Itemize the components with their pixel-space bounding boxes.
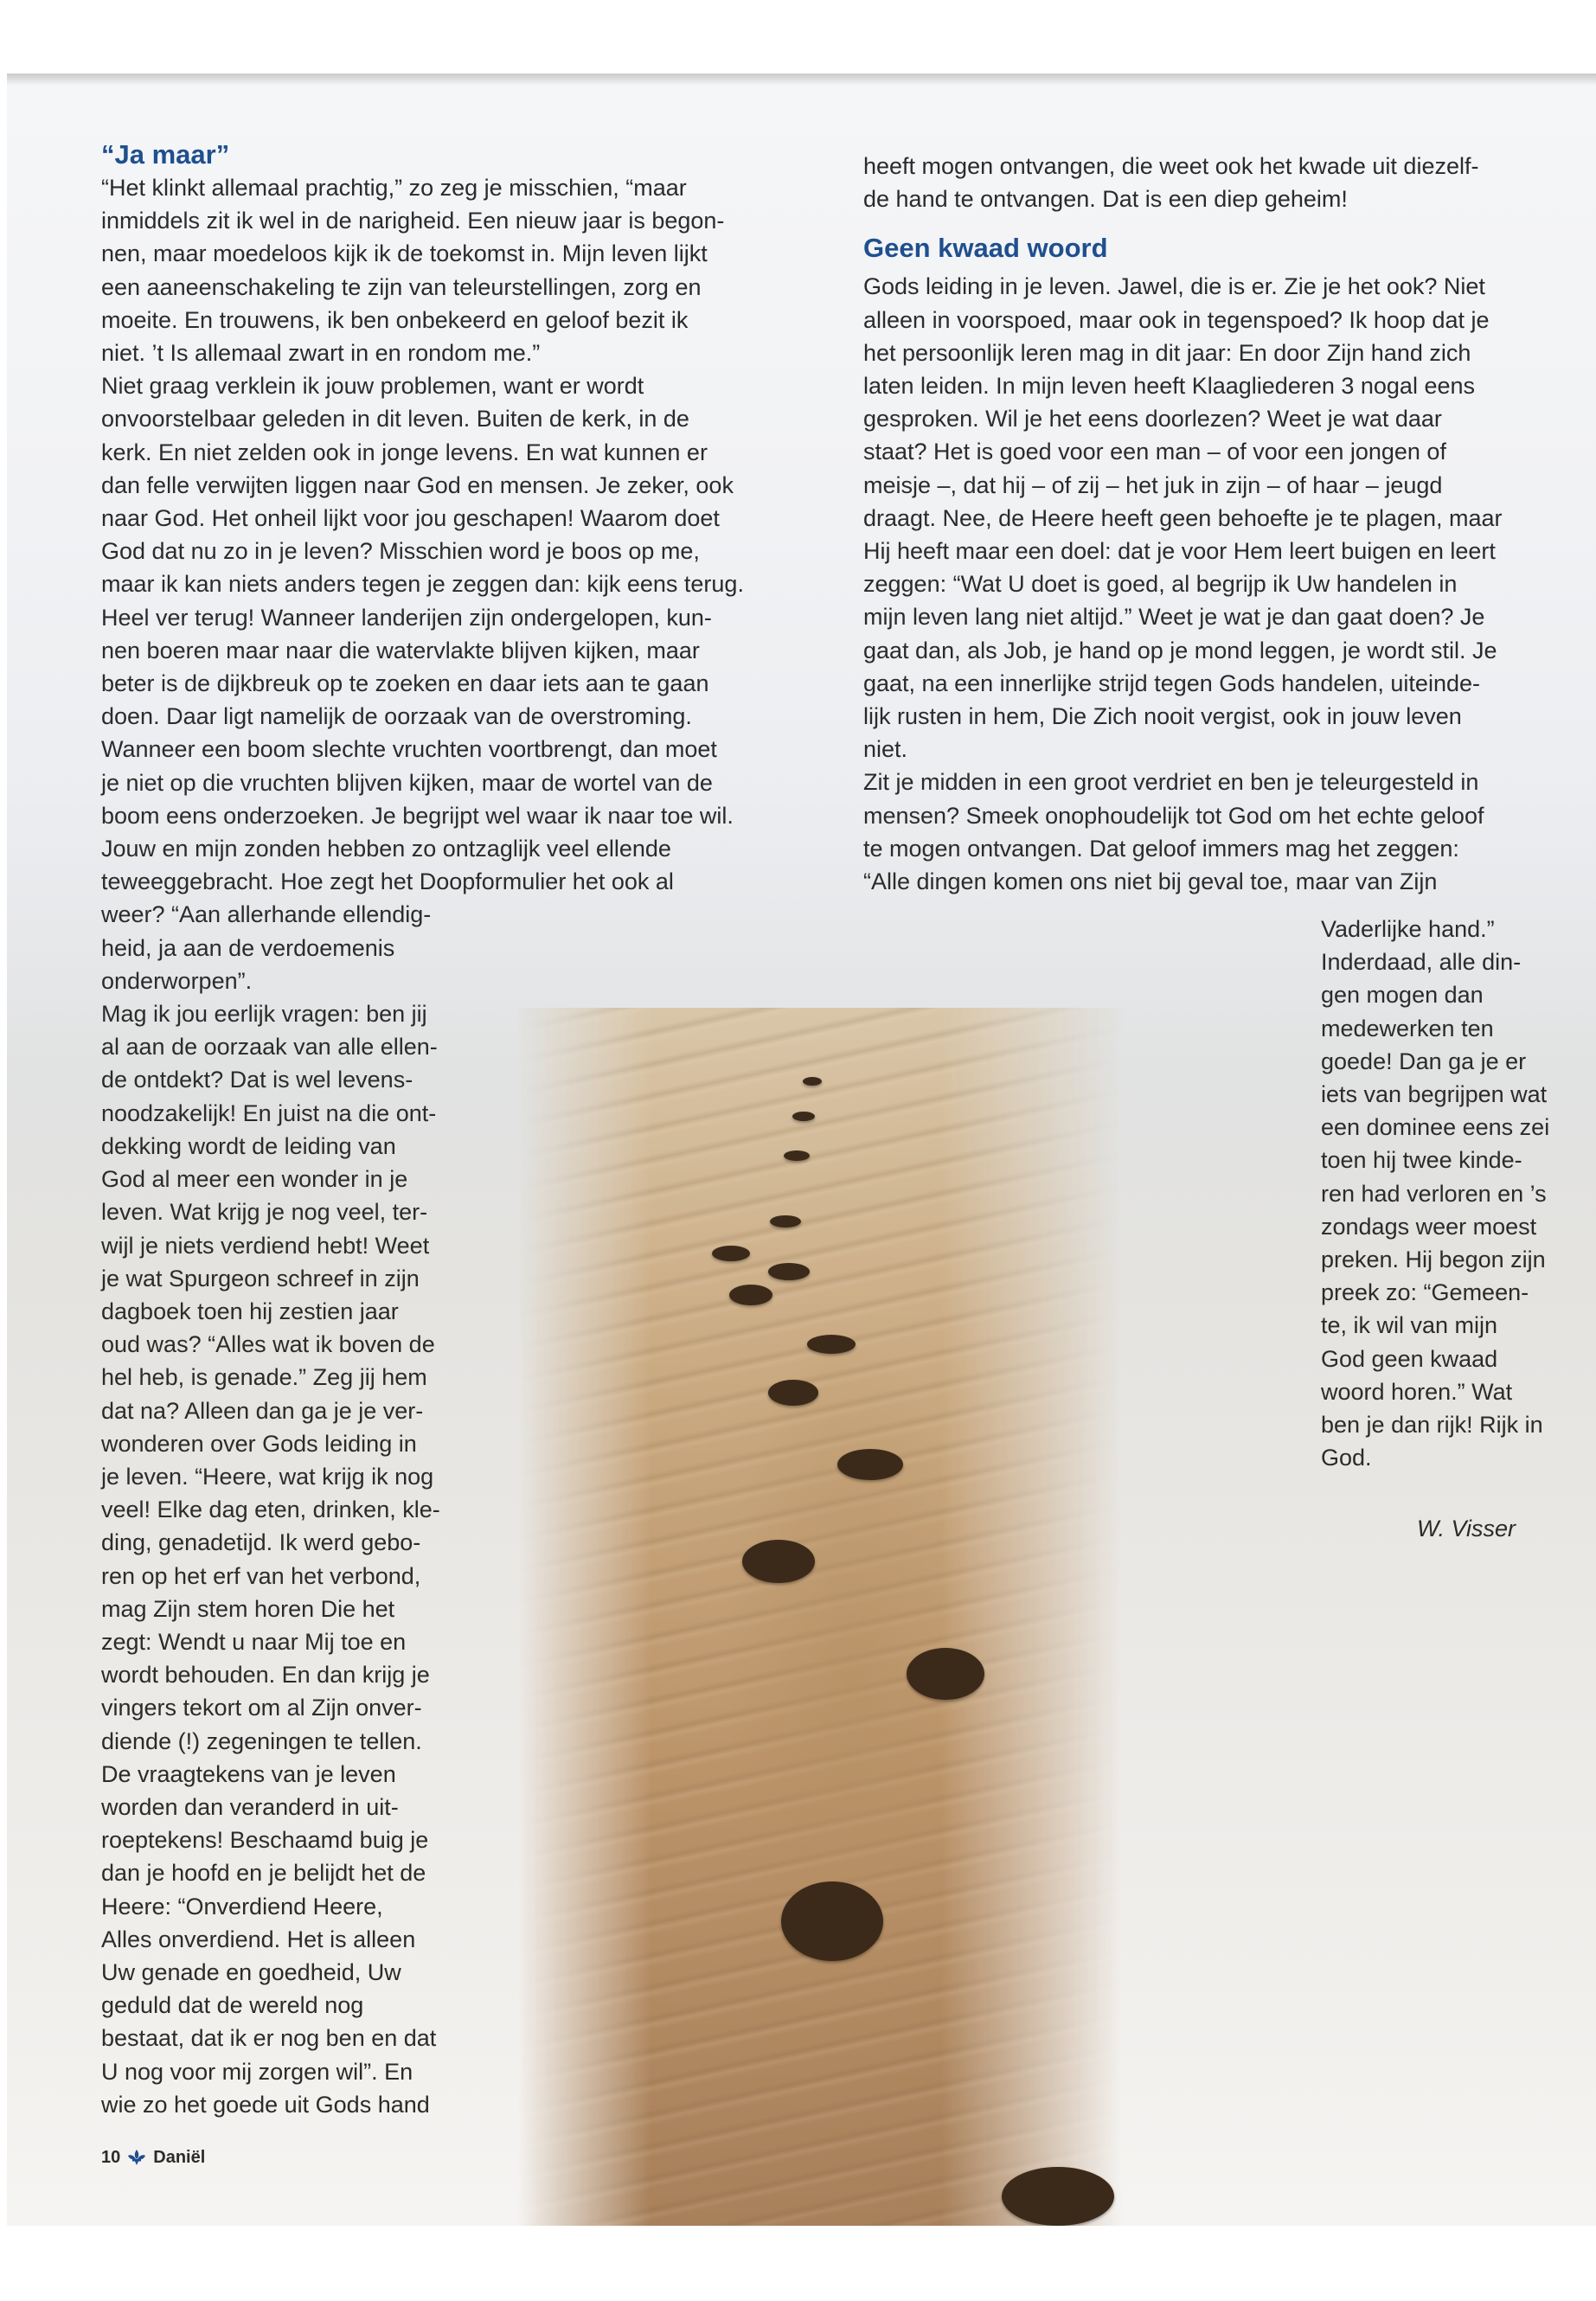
text-line: laten leiden. In mijn leven heeft Klaagliederen 3 nogal eens	[863, 373, 1475, 400]
text-line: Mag ik jou eerlijk vragen: ben jij	[101, 1001, 427, 1028]
footprint	[1002, 2167, 1114, 2226]
text-line: roeptekens! Beschaamd buig je	[101, 1827, 429, 1854]
text-line: nen, maar moedeloos kijk ik de toekomst in. Mijn leven lijkt	[101, 240, 708, 267]
text-line: God al meer een wonder in je	[101, 1166, 408, 1193]
text-line: dagboek toen hij zestien jaar	[101, 1298, 399, 1324]
text-line: niet. ’t Is allemaal zwart in en rondom me.”	[101, 340, 541, 367]
text-line: doen. Daar ligt namelijk de oorzaak van de overstroming.	[101, 703, 692, 730]
text-line: goede! Dan ga je er	[1321, 1048, 1527, 1074]
text-line: Jouw en mijn zonden hebben zo ontzaglijk veel ellende	[101, 836, 671, 862]
text-line: Alles onverdiend. Het is alleen	[101, 1926, 416, 1952]
text-line: Vaderlijke hand.”	[1321, 916, 1495, 942]
text-line: Gods leiding in je leven. Jawel, die is er. Zie je het ook? Niet	[863, 273, 1485, 300]
text-line: dan je hoofd en je belijdt het de	[101, 1860, 426, 1887]
text-line: ren op het erf van het verbond,	[101, 1562, 421, 1589]
text-line: De vraagtekens van je leven	[101, 1760, 396, 1787]
text-line: noodzakelijk! En juist na die ont-	[101, 1099, 437, 1126]
text-line: wonderen over Gods leiding in	[101, 1430, 417, 1457]
text-line: de ontdekt? Dat is wel levens-	[101, 1067, 413, 1093]
text-line: wordt behouden. En dan krijg je	[101, 1662, 430, 1689]
text-line: Zit je midden in een groot verdriet en ben je teleurgesteld in	[863, 769, 1479, 796]
text-line: mijn leven lang niet altijd.” Weet je wat je dan gaat doen? Je	[863, 604, 1485, 631]
text-line: een dominee eens zei	[1321, 1114, 1550, 1141]
text-line: leven. Wat krijg je nog veel, ter-	[101, 1199, 428, 1226]
text-line: inmiddels zit ik wel in de narigheid. Een nieuw jaar is begon-	[101, 208, 725, 234]
text-line: alleen in voorspoed, maar ook in tegenspoed? Ik hoop dat je	[863, 306, 1490, 333]
text-line: ren had verloren en ’s	[1321, 1180, 1547, 1207]
text-line: dat na? Alleen dan ga je je ver-	[101, 1397, 424, 1424]
text-line: ben je dan rijk! Rijk in	[1321, 1412, 1543, 1439]
text-line: je wat Spurgeon schreef in zijn	[101, 1265, 420, 1292]
fleur-de-lis-icon	[127, 2150, 146, 2165]
text-line: “Alle dingen komen ons niet bij geval toe, maar van Zijn	[863, 868, 1438, 895]
text-line: heid, ja aan de verdoemenis	[101, 934, 395, 961]
text-line: staat? Het is goed voor een man – of voor een jongen of	[863, 439, 1446, 465]
text-line: zondags weer moest	[1321, 1213, 1537, 1240]
text-line: draagt. Nee, de Heere heeft geen behoefte je te plagen, maar	[863, 504, 1503, 531]
text-line: wijl je niets verdiend hebt! Weet	[101, 1232, 430, 1259]
footprint	[837, 1449, 903, 1480]
text-line: worden dan veranderd in uit-	[101, 1793, 399, 1820]
text-line: te mogen ontvangen. Dat geloof immers mag het zeggen:	[863, 835, 1459, 862]
section-heading-geen-kwaad-woord: Geen kwaad woord	[863, 233, 1108, 264]
text-line: onderworpen”.	[101, 967, 253, 994]
text-line: God.	[1321, 1445, 1372, 1471]
text-line: lijk rusten in hem, Die Zich nooit vergist, ook in jouw leven	[863, 703, 1462, 730]
text-line: Heel ver terug! Wanneer landerijen zijn ondergelopen, kun-	[101, 604, 712, 631]
text-line: U nog voor mij zorgen wil”. En	[101, 2058, 413, 2085]
text-line: de hand te ontvangen. Dat is een diep geheim!	[863, 186, 1348, 213]
text-line: hel heb, is genade.” Zeg jij hem	[101, 1364, 427, 1391]
text-line: Niet graag verklein ik jouw problemen, want er wordt	[101, 373, 644, 400]
text-line: nen boeren maar naar die watervlakte blijven kijken, maar	[101, 637, 700, 663]
text-line: gesproken. Wil je het eens doorlezen? Weet je wat daar	[863, 406, 1442, 433]
text-line: preken. Hij begon zijn	[1321, 1247, 1546, 1273]
text-line: dekking wordt de leiding van	[101, 1132, 396, 1159]
text-line: medewerken ten	[1321, 1015, 1494, 1042]
text-line: ding, genadetijd. Ik werd gebo-	[101, 1529, 421, 1556]
text-line: Wanneer een boom slechte vruchten voortbrengt, dan moet	[101, 736, 717, 763]
right-body-text	[863, 270, 1581, 898]
text-line: “Het klinkt allemaal prachtig,” zo zeg je misschien, “maar	[101, 175, 687, 201]
text-line: toen hij twee kinde-	[1321, 1147, 1522, 1174]
text-line: te, ik wil van mijn	[1321, 1312, 1498, 1339]
text-line: Hij heeft maar een doel: dat je voor Hem leert buigen en leert	[863, 538, 1496, 565]
text-line: dan felle verwijten liggen naar God en mensen. Je zeker, ook	[101, 471, 734, 498]
text-line: een aaneenschakeling te zijn van teleurstellingen, zorg en	[101, 273, 702, 300]
text-line: preek zo: “Gemeen-	[1321, 1279, 1529, 1306]
text-line: het persoonlijk leren mag in dit jaar: En door Zijn hand zich	[863, 339, 1471, 366]
section-heading-ja-maar: “Ja maar”	[101, 139, 230, 170]
text-line: al aan de oorzaak van alle ellen-	[101, 1034, 438, 1061]
text-line: Inderdaad, alle din-	[1321, 949, 1522, 976]
text-line: zeggen: “Wat U doet is goed, al begrijp ik Uw handelen in	[863, 571, 1458, 598]
text-line: je niet op die vruchten blijven kijken, maar de wortel van de	[101, 769, 713, 796]
left-body-text	[101, 171, 819, 2121]
text-line: niet.	[863, 736, 908, 763]
text-line: weer? “Aan allerhande ellendig-	[101, 901, 432, 928]
left-column	[101, 138, 819, 2121]
text-line: beter is de dijkbreuk op te zoeken en daar iets aan te gaan	[101, 670, 709, 697]
text-line: mag Zijn stem horen Die het	[101, 1595, 395, 1622]
footprint	[907, 1648, 984, 1700]
page-footer	[101, 2145, 205, 2170]
text-line: gaat, na een innerlijke strijd tegen Gods handelen, uiteinde-	[863, 670, 1480, 696]
text-line: kerk. En niet zelden ook in jonge levens. En wat kunnen er	[101, 439, 708, 465]
text-line: gaat dan, als Job, je hand op je mond leggen, je wordt stil. Je	[863, 637, 1497, 663]
text-line: moeite. En trouwens, ik ben onbekeerd en geloof bezit ik	[101, 306, 689, 333]
author-signature: W. Visser	[1417, 1516, 1516, 1541]
text-line: God dat nu zo in je leven? Misschien word je boos op me,	[101, 538, 700, 565]
text-line: vingers tekort om al Zijn onver-	[101, 1695, 422, 1721]
text-line: diende (!) zegeningen te tellen.	[101, 1727, 422, 1754]
text-line: maar ik kan niets anders tegen je zeggen dan: kijk eens terug.	[101, 571, 744, 598]
right-narrow-body-text	[1321, 913, 1580, 1474]
right-intro-text	[863, 150, 1581, 215]
text-line: oud was? “Alles wat ik boven de	[101, 1331, 435, 1358]
text-line: naar God. Het onheil lijkt voor jou geschapen! Waarom doet	[101, 505, 720, 532]
text-line: bestaat, dat ik er nog ben en dat	[101, 2025, 437, 2052]
text-line: wie zo het goede uit Gods hand	[101, 2091, 430, 2118]
text-line: Heere: “Onverdiend Heere,	[101, 1893, 383, 1920]
text-line: gen mogen dan	[1321, 982, 1484, 1009]
text-line: God geen kwaad	[1321, 1345, 1498, 1372]
magazine-name: Daniël	[153, 2148, 206, 2167]
right-column	[863, 150, 1581, 898]
text-line: onvoorstelbaar geleden in dit leven. Buiten de kerk, in de	[101, 406, 689, 433]
text-line: mensen? Smeek onophoudelijk tot God om het echte geloof	[863, 802, 1484, 829]
text-line: boom eens onderzoeken. Je begrijpt wel waar ik naar toe wil.	[101, 802, 734, 829]
text-line: teweeggebracht. Hoe zegt het Doopformulier het ook al	[101, 868, 674, 895]
text-line: geduld dat de wereld nog	[101, 1992, 364, 2019]
text-line: zegt: Wendt u naar Mij toe en	[101, 1628, 407, 1655]
right-narrow-column	[1321, 913, 1580, 1474]
text-line: heeft mogen ontvangen, die weet ook het kwade uit diezelf-	[863, 153, 1479, 179]
text-line: woord horen.” Wat	[1321, 1378, 1513, 1405]
text-line: iets van begrijpen wat	[1321, 1081, 1548, 1108]
page-number: 10	[101, 2148, 121, 2167]
text-line: veel! Elke dag eten, drinken, kle-	[101, 1497, 440, 1523]
text-line: Uw genade en goedheid, Uw	[101, 1958, 401, 1985]
text-line: meisje –, dat hij – of zij – het juk in zijn – of haar – jeugd	[863, 471, 1443, 498]
text-line: je leven. “Heere, wat krijg ik nog	[101, 1463, 434, 1490]
